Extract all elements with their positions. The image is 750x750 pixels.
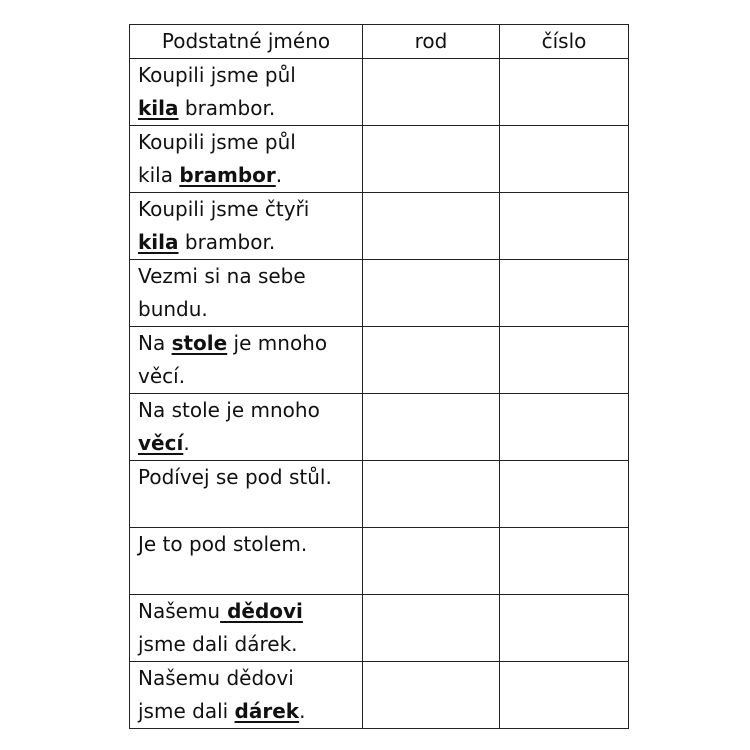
gender-answer-cell[interactable]	[363, 528, 500, 595]
sentence-text-pre: Našemu dědovi	[138, 666, 294, 690]
sentence-text-post: brambor.	[178, 96, 276, 120]
table-row	[130, 662, 629, 729]
target-noun: kila	[138, 96, 179, 120]
sentence-text-post: .	[183, 431, 190, 455]
sentence-line-1	[138, 327, 362, 360]
number-answer-cell[interactable]	[500, 394, 629, 461]
header-gender: rod	[363, 25, 500, 59]
gender-answer-cell[interactable]	[363, 394, 500, 461]
number-answer-cell[interactable]	[500, 260, 629, 327]
sentence-text-post: .	[275, 163, 283, 187]
sentence-line-1	[138, 461, 362, 494]
header-noun: Podstatné jméno	[130, 25, 363, 59]
gender-answer-cell[interactable]	[363, 595, 500, 662]
sentence-line-1	[138, 193, 362, 226]
sentence-cell	[130, 461, 363, 528]
sentence-text-pre: Podívej se pod stůl.	[138, 465, 332, 489]
sentence-line-2	[138, 628, 362, 661]
sentence-cell	[130, 528, 363, 595]
sentence-text-pre: Na	[138, 331, 172, 355]
target-noun: kila	[138, 230, 179, 254]
number-answer-cell[interactable]	[500, 327, 629, 394]
table-row	[130, 595, 629, 662]
sentence-text-pre: Koupili jsme půl	[138, 130, 296, 154]
sentence-cell	[130, 595, 363, 662]
table-row	[130, 327, 629, 394]
sentence-line-2	[138, 226, 362, 259]
sentence-line-1	[138, 59, 362, 92]
table-row	[130, 260, 629, 327]
sentence-text-pre: Koupili jsme čtyři	[138, 197, 310, 221]
gender-answer-cell[interactable]	[363, 260, 500, 327]
table-row	[130, 394, 629, 461]
sentence-text-pre: Na stole je mnoho	[138, 398, 320, 422]
number-answer-cell[interactable]	[500, 461, 629, 528]
sentence-text-pre: jsme dali	[138, 699, 235, 723]
sentence-line-2	[138, 695, 362, 728]
number-answer-cell[interactable]	[500, 193, 629, 260]
number-answer-cell[interactable]	[500, 126, 629, 193]
sentence-text-pre: věcí.	[138, 364, 186, 388]
number-answer-cell[interactable]	[500, 662, 629, 729]
sentence-cell	[130, 193, 363, 260]
sentence-cell	[130, 662, 363, 729]
table-row	[130, 59, 629, 126]
number-answer-cell[interactable]	[500, 595, 629, 662]
sentence-line-1	[138, 662, 362, 695]
table-row	[130, 528, 629, 595]
gender-answer-cell[interactable]	[363, 193, 500, 260]
sentence-text-pre: jsme dali dárek.	[138, 632, 298, 656]
sentence-line-2	[138, 360, 362, 393]
sentence-text-post: je mnoho	[227, 331, 328, 355]
number-answer-cell[interactable]	[500, 59, 629, 126]
sentence-cell	[130, 394, 363, 461]
sentence-line-1	[138, 528, 362, 561]
gender-answer-cell[interactable]	[363, 662, 500, 729]
sentence-line-2	[138, 427, 362, 460]
sentence-text-pre: Je to pod stolem.	[138, 532, 308, 556]
sentence-cell	[130, 327, 363, 394]
sentence-line-1	[138, 595, 362, 628]
gender-answer-cell[interactable]	[363, 59, 500, 126]
number-answer-cell[interactable]	[500, 528, 629, 595]
sentence-line-2	[138, 159, 362, 192]
table-row	[130, 461, 629, 528]
sentence-text-pre: bundu.	[138, 297, 208, 321]
sentence-text-pre: Koupili jsme půl	[138, 63, 296, 87]
sentence-line-2	[138, 92, 362, 125]
sentence-cell	[130, 260, 363, 327]
target-noun: brambor	[179, 163, 276, 187]
sentence-line-2	[138, 494, 362, 527]
table-row	[130, 126, 629, 193]
sentence-line-1	[138, 260, 362, 293]
sentence-text-pre: Našemu	[138, 599, 221, 623]
sentence-line-2	[138, 293, 362, 326]
gender-answer-cell[interactable]	[363, 126, 500, 193]
target-noun: dědovi	[220, 599, 303, 623]
noun-worksheet-table	[129, 24, 629, 729]
target-noun: věcí	[138, 431, 184, 455]
gender-answer-cell[interactable]	[363, 327, 500, 394]
sentence-text-pre: kila	[138, 163, 180, 187]
target-noun: stole	[171, 331, 228, 355]
gender-answer-cell[interactable]	[363, 461, 500, 528]
table-row	[130, 193, 629, 260]
sentence-text-post: brambor.	[178, 230, 276, 254]
sentence-line-1	[138, 394, 362, 427]
sentence-cell	[130, 59, 363, 126]
header-row	[130, 25, 629, 59]
sentence-text-pre: Vezmi si na sebe	[138, 264, 306, 288]
header-number: číslo	[500, 25, 629, 59]
target-noun: dárek	[234, 699, 300, 723]
sentence-cell	[130, 126, 363, 193]
sentence-line-1	[138, 126, 362, 159]
sentence-line-2	[138, 561, 362, 594]
sentence-text-post: .	[299, 699, 306, 723]
